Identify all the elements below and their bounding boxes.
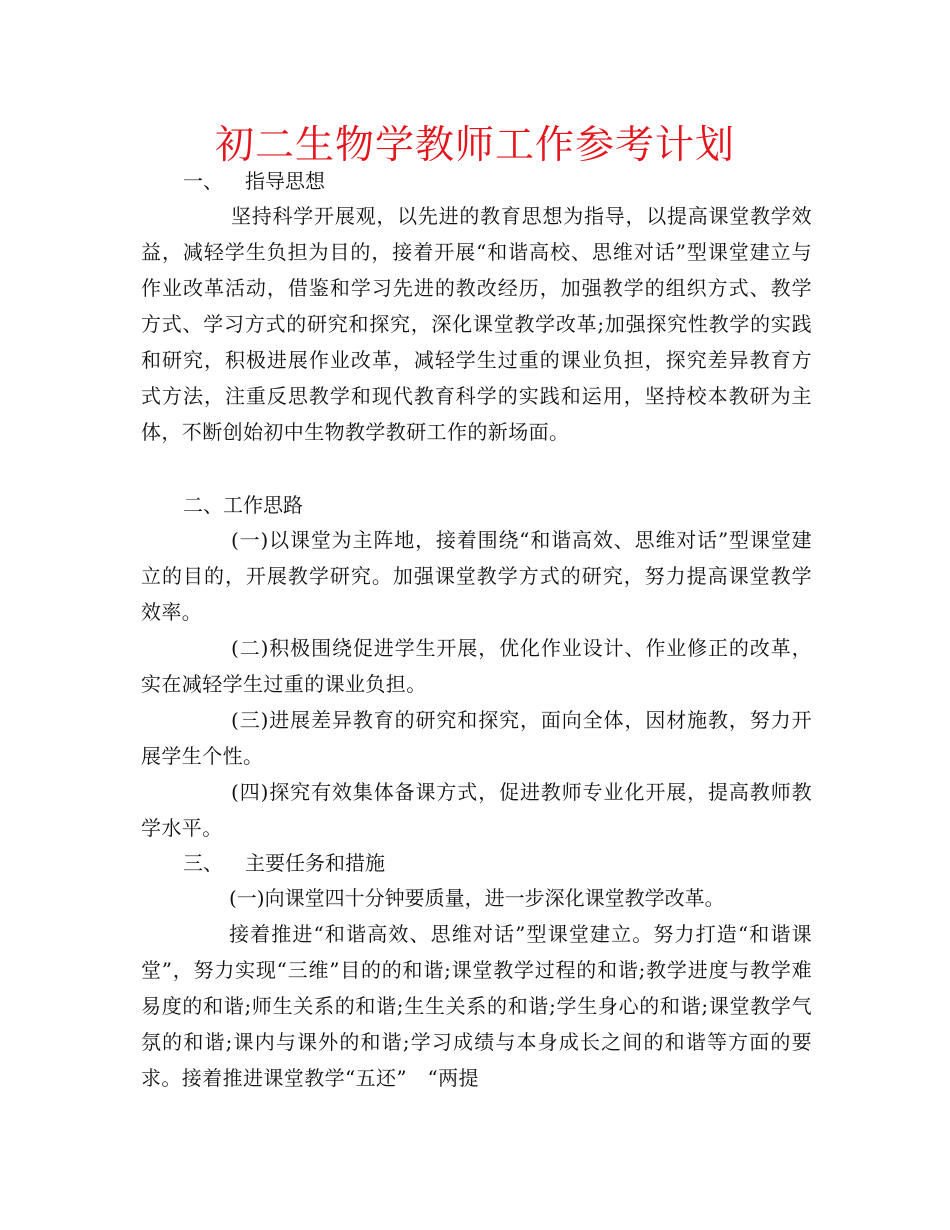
- paragraph-approach-4: (四)探究有效集体备课方式，促进教师专业化开展，提高教师教学水平。: [141, 780, 812, 840]
- section-heading-guiding-ideology: [183, 163, 325, 199]
- document-title: 初二生物学教师工作参考计划: [214, 123, 735, 168]
- section-heading-work-approach: 二、工作思路: [183, 493, 303, 517]
- paragraph-guiding-ideology: 坚持科学开展观，以先进的教育思想为指导，以提高课堂教学效益，减轻学生负担为目的，接着开展“和谐高校、思维对话”型课堂建立与作业改革活动，借鉴和学习先进的教改经历，加强教学的组织方式、教学方式、学习方式的研究和探究，深化课堂教学改革;加强探究性教学的实践和研究，积极进展作业改革，减轻学生过重的课业负担，探究差异教育方式方法，注重反思教学和现代教育科学的实践和运用，坚持校本教研为主体，不断创始初中生物教学教研工作的新场面。: [141, 204, 812, 444]
- section-title: 指导思想: [245, 169, 325, 193]
- section-number: 三、: [183, 851, 223, 875]
- paragraph-approach-2: (二)积极围绕促进学生开展，优化作业设计、作业修正的改革，实在减轻学生过重的课业负担。: [141, 636, 812, 696]
- paragraph-approach-1: (一)以课堂为主阵地，接着围绕“和谐高效、思维对话”型课堂建立的目的，开展教学研究。加强课堂教学方式的研究，努力提高课堂教学效率。: [141, 528, 812, 624]
- paragraph-approach-3: (三)进展差异教育的研究和探究，面向全体，因材施教，努力开展学生个性。: [141, 708, 812, 768]
- section-heading-main-tasks: [183, 845, 385, 881]
- section-title: 主要任务和措施: [245, 851, 385, 875]
- section-number: 一、: [183, 169, 223, 193]
- subheading-task-1: (一)向课堂四十分钟要质量，进一步深化课堂教学改革。: [229, 886, 725, 910]
- paragraph-task-1: 接着推进“和谐高效、思维对话”型课堂建立。努力打造“和谐课堂”，努力实现“三维”目的的和谐;课堂教学过程的和谐;教学进度与教学难易度的和谐;师生关系的和谐;生生关系的和谐;学生身心的和谐;课堂教学气氛的和谐;课内与课外的和谐;学习成绩与本身成长之间的和谐等方面的要求。接着推进课堂教学“五还” “两提: [141, 922, 812, 1090]
